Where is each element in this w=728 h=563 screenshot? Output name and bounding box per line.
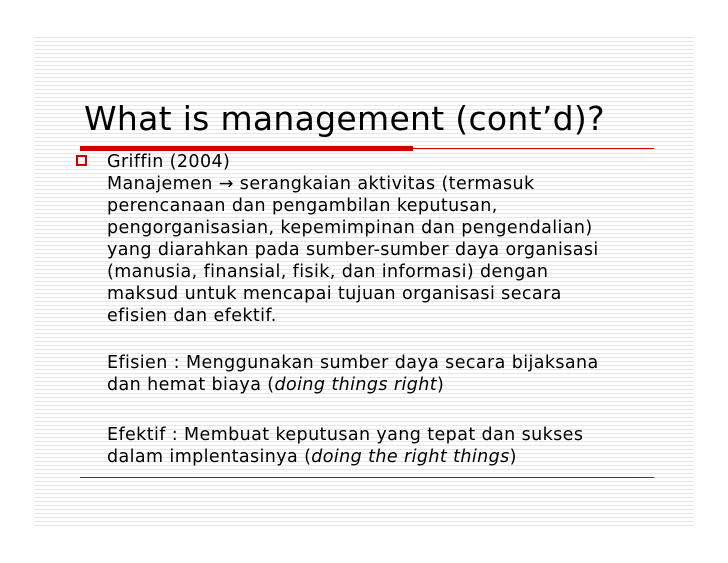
efektif-line-1: Efektif : Membuat keputusan yang tepat dan sukses — [107, 425, 584, 445]
definition-term: Manajemen — [107, 174, 213, 194]
definition-first-line-rest: serangkaian aktivitas (termasuk — [239, 174, 535, 194]
efisien-paragraph — [107, 352, 667, 396]
efisien-line-2 — [107, 374, 667, 396]
slide-title: What is management (cont’d)? — [84, 99, 605, 138]
efektif-suffix: ) — [509, 447, 517, 467]
efektif-paragraph — [107, 424, 667, 468]
efisien-line-1: Efisien : Menggunakan sumber daya secara bijaksana — [107, 353, 599, 373]
efisien-prefix: dan hemat biaya ( — [107, 375, 275, 395]
efisien-suffix: ) — [436, 375, 445, 395]
efektif-italic-phrase: doing the right things — [311, 447, 510, 467]
arrow-right-icon: → — [218, 174, 234, 194]
heading-text: Griffin (2004) — [107, 152, 231, 172]
title-underline-thin — [413, 148, 654, 149]
efektif-prefix: dalam implentasinya ( — [107, 447, 312, 467]
definition-line-0 — [107, 173, 667, 195]
definition-line-6: efisien dan efektif. — [107, 306, 277, 326]
definition-paragraph — [107, 173, 667, 327]
definition-line-3: yang diarahkan pada sumber-sumber daya organisasi — [107, 240, 599, 260]
square-bullet-icon — [76, 155, 87, 166]
definition-line-2: pengorganisasian, kepemimpinan dan pengendalian) — [107, 218, 593, 238]
definition-line-5: maksud untuk mencapai tujuan organisasi secara — [107, 284, 562, 304]
efektif-line-2 — [107, 446, 667, 468]
definition-line-1: perencanaan dan pengambilan keputusan, — [107, 196, 498, 216]
efisien-italic-phrase: doing things right — [274, 375, 437, 395]
bullet-heading — [107, 151, 667, 173]
definition-line-4: (manusia, finansial, fisik, dan informasi) dengan — [107, 262, 549, 282]
bottom-divider — [80, 477, 654, 478]
